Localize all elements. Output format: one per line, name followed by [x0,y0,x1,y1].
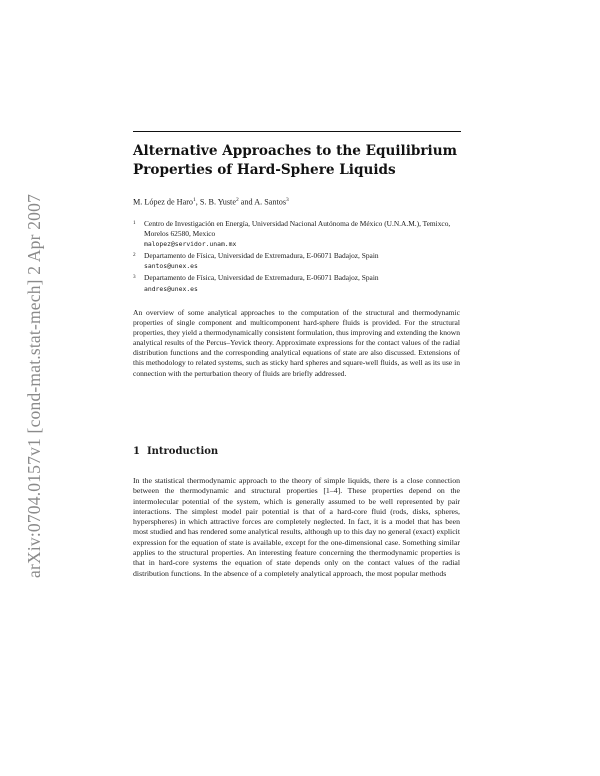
affiliation-list [133,219,463,296]
title-rule [133,131,461,132]
abstract-text: An overview of some analytical approaches to the computation of the structural and thermodynamic properties of single component and multicomponent hard-sphere fluids is provided. For the structural properties, they yield a thermodynamically consistent formulation, thus improving and extending the known analytical results of the Percus–Yevick theory. Approximate expressions for the contact values of the radial distribution functions and the corresponding analytical equations of state are also discussed. Extensions of this methodology to related systems, such as sticky hard spheres and square-well fluids, as well as its use in connection with the perturbation theory of fluids are briefly addressed. [133,308,460,378]
section-heading [133,446,218,457]
email-link[interactable]: santos@unex.es [144,262,198,271]
affiliation-number: 3 [133,274,136,281]
affiliation-mark: 2 [235,197,239,203]
affiliation-number: 2 [133,252,136,259]
introduction-paragraph: In the statistical thermodynamic approach to the theory of simple liquids, there is a close connection between the thermodynamic and structural properties [1–4]. These properties depend on the intermolecular potential of the system, which is generally assumed to be well represented by pair interactions. The simplest model pair potential is that of a hard-core fluid (rods, disks, spheres, hyperspheres) in which attractive forces are completely neglected. In fact, it is a model that has been most studied and has rendered some analytical results, although up to this day no general (exact) explicit expression for the equation of state is available, except for the one-dimensional case. Something similar applies to the structural properties. An interesting feature concerning the thermodynamic properties is that in hard-core systems the equation of state depends only on the contact values of the radial distribution functions. In the absence of a completely analytical approach, the most popular methods [133,476,460,578]
author-name: A. Santos [254,197,287,207]
affiliation-text: Centro de Investigación en Energía, Universidad Nacional Autónoma de México (U.N.A.M.), Temixco, Morelos 62580, Mexico [144,219,451,239]
affiliation-text: Departamento de Física, Universidad de Extremadura, E-06071 Badajoz, Spain [144,273,379,283]
author-name: S. B. Yuste [199,197,236,207]
section-title: Introduction [146,446,219,457]
email-link[interactable]: andres@unex.es [144,284,198,293]
email-link[interactable]: malopez@servidor.unam.mx [144,240,237,249]
affiliation-text: Departamento de Física, Universidad de Extremadura, E-06071 Badajoz, Spain [144,251,379,261]
author-name: M. López de Haro [133,197,194,207]
section-number: 1 [133,446,140,457]
paper-title: Alternative Approaches to the Equilibrium Properties of Hard-Sphere Liquids [133,143,457,178]
author-list: M. López de Haro$^1$, S. B. Yuste$^2$ and A. Santos$^3$ [133,197,289,207]
affiliation-mark: 1 [193,197,196,203]
arxiv-identifier-stamp: arXiv:0704.0157v1 [cond-mat.stat-mech] 2 Apr 2007 [24,193,44,578]
affiliation-mark: 3 [286,197,289,203]
affiliation-number: 1 [133,220,136,226]
affiliation-item [133,251,463,271]
affiliation-item [133,273,463,293]
affiliation-item [133,219,463,249]
